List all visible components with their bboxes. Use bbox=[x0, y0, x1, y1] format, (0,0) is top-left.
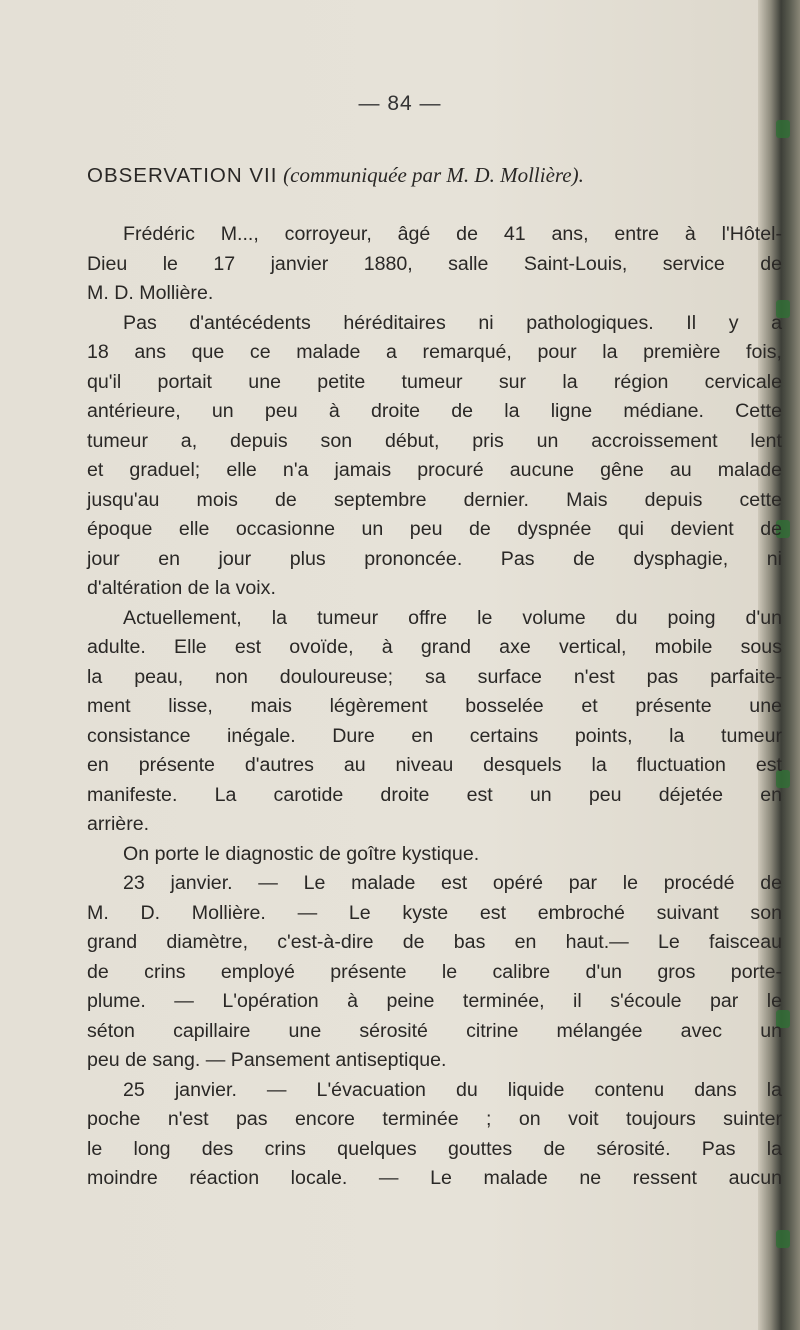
text-line: d'altération de la voix. bbox=[87, 577, 276, 599]
text-line: M. D. Mollière. — Le kyste est embroché suivant son bbox=[87, 901, 782, 924]
text-line: grand diamètre, c'est-à-dire de bas en haut.— Le faisceau bbox=[87, 931, 782, 953]
text-line: moindre réaction locale. — Le malade ne ressent aucun bbox=[87, 1167, 782, 1189]
binding-speck bbox=[776, 120, 790, 138]
binding-speck bbox=[776, 1230, 790, 1248]
text-line: en présente d'autres au niveau desquels la fluctuation est bbox=[87, 754, 782, 776]
text-line: M. D. Mollière. bbox=[87, 282, 214, 304]
text-line: peu de sang. — Pansement antiseptique. bbox=[87, 1049, 447, 1071]
text-line: la peau, non douloureuse; sa surface n'est pas parfaite- bbox=[87, 665, 782, 688]
text-line: plume. — L'opération à peine terminée, il s'écoule par le bbox=[87, 990, 782, 1012]
text-line: Actuellement, la tumeur offre le volume du poing d'un bbox=[123, 606, 782, 629]
text-line: Frédéric M..., corroyeur, âgé de 41 ans, entre à l'Hôtel- bbox=[123, 223, 782, 245]
text-line: consistance inégale. Dure en certains points, la tumeur bbox=[87, 724, 782, 747]
observation-credit: (communiquée par M. D. Mollière). bbox=[283, 163, 584, 187]
text-line: séton capillaire une sérosité citrine mélangée avec un bbox=[87, 1019, 782, 1042]
text-line: Pas d'antécédents héréditaires ni pathologiques. Il y a bbox=[123, 311, 782, 334]
text-line: ment lisse, mais légèrement bosselée et présente une bbox=[87, 695, 782, 717]
text-line: et graduel; elle n'a jamais procuré aucune gêne au malade bbox=[87, 459, 782, 481]
text-line: jour en jour plus prononcée. Pas de dysphagie, ni bbox=[87, 547, 782, 570]
text-line: époque elle occasionne un peu de dyspnée qui devient de bbox=[87, 518, 782, 540]
text-line: 25 janvier. — L'évacuation du liquide contenu dans la bbox=[123, 1078, 782, 1101]
observation-title: OBSERVATION VII bbox=[87, 164, 278, 187]
text-line: On porte le diagnostic de goître kystique. bbox=[123, 842, 480, 865]
text-line: adulte. Elle est ovoïde, à grand axe vertical, mobile sous bbox=[87, 636, 782, 658]
text-line: arrière. bbox=[87, 813, 150, 835]
page-number: — 84 — bbox=[358, 92, 442, 115]
observation-heading bbox=[87, 163, 777, 188]
text-line: antérieure, un peu à droite de la ligne médiane. Cette bbox=[87, 400, 782, 422]
text-line: 18 ans que ce malade a remarqué, pour la première fois, bbox=[87, 341, 782, 363]
text-line: tumeur a, depuis son début, pris un accroissement lent bbox=[87, 429, 782, 452]
text-line: jusqu'au mois de septembre dernier. Mais depuis cette bbox=[87, 488, 782, 511]
text-line: 23 janvier. — Le malade est opéré par le procédé de bbox=[123, 872, 782, 894]
text-line: de crins employé présente le calibre d'un gros porte- bbox=[87, 960, 782, 983]
text-line: qu'il portait une petite tumeur sur la région cervicale bbox=[87, 370, 782, 393]
text-line: le long des crins quelques gouttes de sérosité. Pas la bbox=[87, 1137, 782, 1160]
text-line: manifeste. La carotide droite est un peu déjetée en bbox=[87, 783, 782, 806]
text-line: poche n'est pas encore terminée ; on voit toujours suinter bbox=[87, 1108, 782, 1130]
body-text bbox=[87, 220, 782, 1194]
text-line: Dieu le 17 janvier 1880, salle Saint-Louis, service de bbox=[87, 252, 782, 275]
